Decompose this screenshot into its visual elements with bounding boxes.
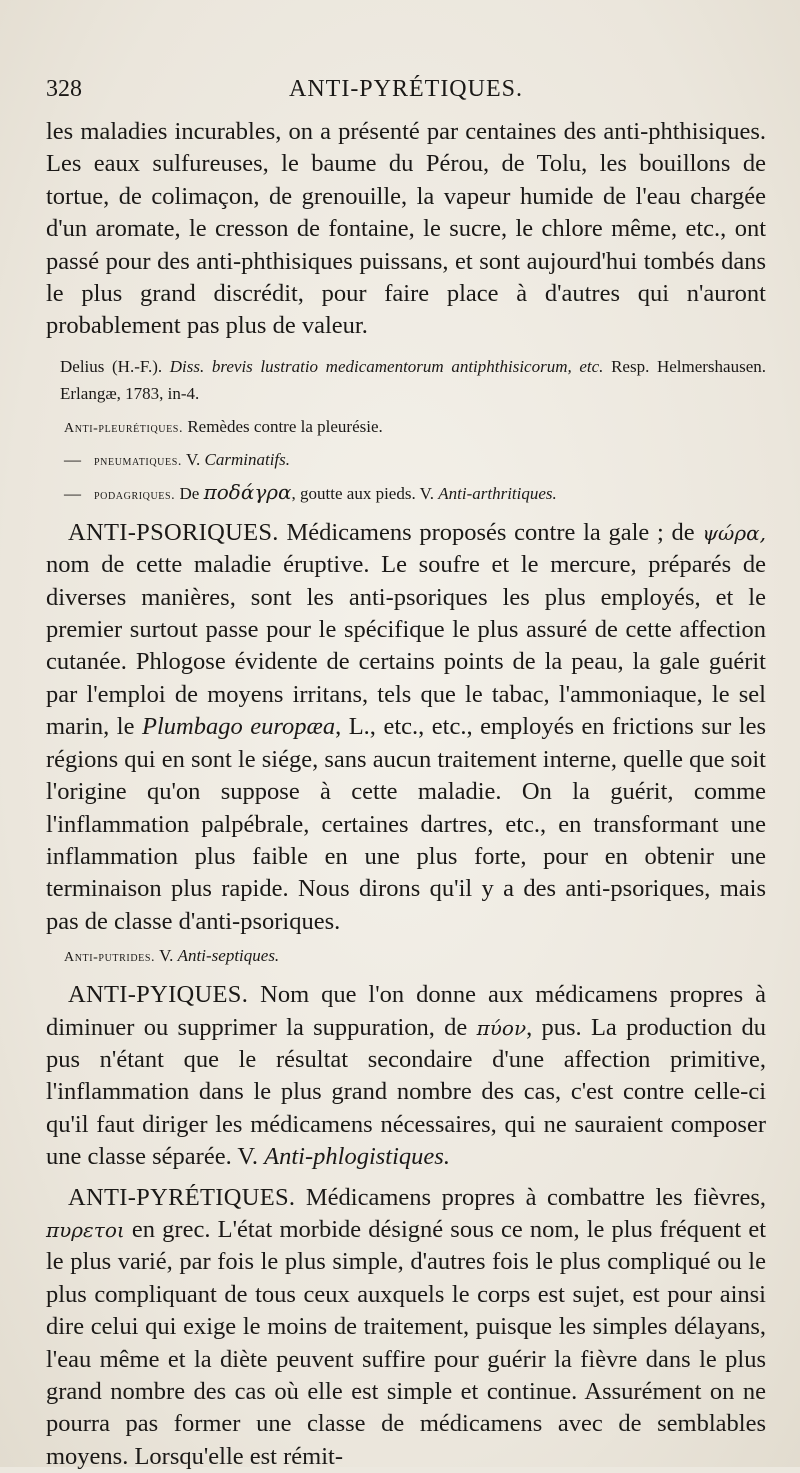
page-body (46, 116, 766, 1473)
page-header (46, 68, 766, 108)
cross-reference-pleuretiques: Anti-pleurétiques. Remèdes contre la pleurésie. (64, 416, 383, 436)
headword-anti-pyiques: ANTI-PYIQUES. (68, 981, 249, 1009)
headword-anti-psoriques: ANTI-PSORIQUES. (68, 518, 279, 546)
headword-anti-pyretiques: ANTI-PYRÉTIQUES. (68, 1183, 296, 1211)
cross-reference-podagriques: — podagriques. De ποδάγρα, goutte aux pieds. V. Anti-arthritiques. (64, 479, 557, 504)
continuation-paragraph: les maladies incurables, on a présenté par centaines des anti-phthisiques. Les eaux sulfureuses, le baume du Pérou, de Tolu, les bouillons de tortue, de colimaçon, de grenouille, la vapeur humide de l'eau chargée d'un aromate, le cresson de fontaine, le sucre, le chlore même, etc., ont passé pour des anti-phthisiques puissans, et sont aujourd'hui tombés dans le plus grand discrédit, pour faire place à d'autres qui n'auront probablement pas plus de valeur. (46, 118, 766, 340)
cross-reference-putrides: Anti-putrides. V. Anti-septiques. (64, 946, 280, 966)
page-number: 328 (46, 76, 82, 102)
entry-anti-pyretiques: ANTI-PYRÉTIQUES. Médicamens propres à combattre les fièvres, πυρετοι en grec. L'état morbide désigné sous ce nom, le plus fréquent et le plus varié, par fois le plus simple, d'autres fois le plus compliqué ou le plus compliquant de tous ceux auxquels le corps est sujet, est pour ainsi dire celui qui exige le moins de traitement, puisque les simples délayans, l'eau même et la diète peuvent suffire pour guérir la fièvre dans le plus grand nombre des cas où elle est simple et continue. Assurément on ne pourra pas former une classe de médicamens avec de semblables moyens. Lorsqu'elle est rémit- (46, 1183, 766, 1470)
cross-reference-pneumatiques: — pneumatiques. V. Carminatifs. (64, 449, 291, 469)
bibliographic-reference: Delius (H.-F.). Diss. brevis lustratio medicamentorum antiphthisicorum, etc. Resp. Helmershausen. Erlangæ, 1783, in-4. (60, 356, 767, 403)
running-title: ANTI-PYRÉTIQUES. (289, 76, 523, 102)
entry-anti-psoriques: ANTI-PSORIQUES. Médicamens proposés contre la gale ; de ψώρα, nom de cette maladie éruptive. Le soufre et le mercure, préparés de diverses manières, sont les anti-psoriques les plus employés, et le premier surtout passe pour le spécifique le plus assuré de cette affection cutanée. Phlogose évidente de certains points de la peau, la gale guérit par l'emploi de moyens irritans, tels que le tabac, l'ammoniaque, le sel marin, le Plumbago europæa, L., etc., etc., employés en frictions sur les régions qui en sont le siége, sans aucun traitement interne, quelle que soit l'origine qu'on suppose à cette maladie. On la guérit, comme l'inflammation palpébrale, certaines dartres, etc., en transformant une inflammation plus faible en une plus forte, pour en obtenir une terminaison plus rapide. Nous dirons qu'il y a des anti-psoriques, mais pas de classe d'anti-psoriques. (46, 518, 767, 935)
entry-anti-pyiques: ANTI-PYIQUES. Nom que l'on donne aux médicamens propres à diminuer ou supprimer la suppuration, de πύον, pus. La production du pus n'étant que le résultat secondaire d'une affection primitive, l'inflammation dans le plus grand nombre des cas, c'est contre celle-ci qu'il faut diriger les médicamens nécessaires, qui ne sauraient composer une classe séparée. V. Anti-phlogistiques. (46, 981, 766, 1171)
